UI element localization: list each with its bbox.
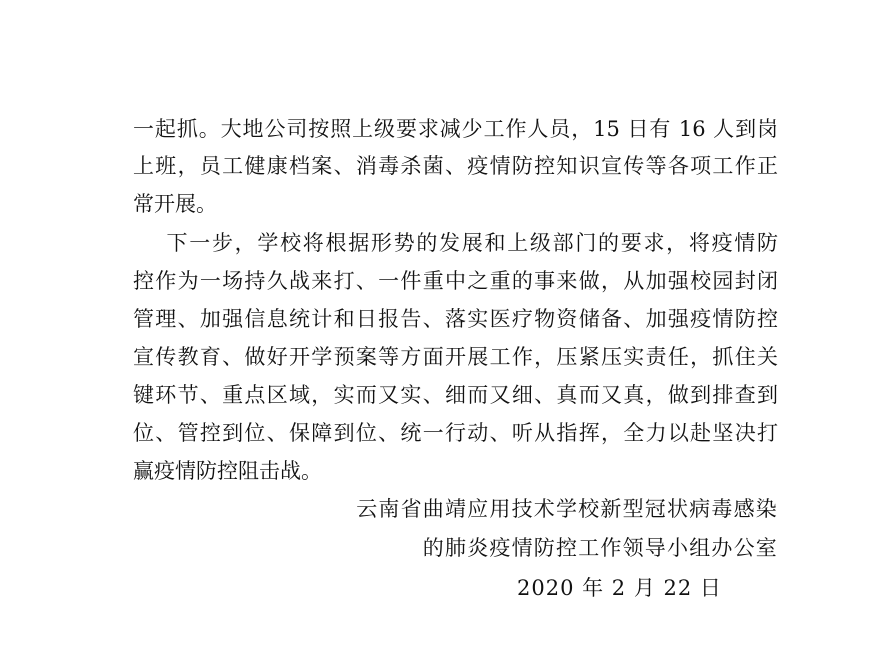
paragraph2-line-2: 控作为一场持久战来打、一件重中之重的事来做，从加强校园封闭 [133, 269, 778, 293]
paragraph2-line-5: 键环节、重点区域，实而又实、细而又细、真而又真，做到排查到 [133, 383, 778, 407]
paragraph2-line-3: 管理、加强信息统计和日报告、落实医疗物资储备、加强疫情防控 [133, 307, 778, 331]
paragraph2-line-6: 位、管控到位、保障到位、统一行动、听从指挥，全力以赴坚决打 [133, 421, 778, 445]
paragraph2-line-1: 下一步，学校将根据形势的发展和上级部门的要求，将疫情防 [133, 231, 778, 255]
paragraph1-line-3: 常开展。 [133, 192, 217, 216]
paragraph2-line-4: 宣传教育、做好开学预案等方面开展工作，压紧压实责任，抓住关 [133, 345, 778, 369]
signature-organization-line-2: 的肺炎疫情防控工作领导小组办公室 [422, 536, 778, 560]
signature-date: 2020 年 2 月 22 日 [517, 576, 722, 600]
paragraph2-line-7: 赢疫情防控阻击战。 [133, 459, 322, 483]
paragraph1-line-1: 一起抓。大地公司按照上级要求减少工作人员，15 日有 16 人到岗 [133, 117, 778, 141]
paragraph1-line-2: 上班，员工健康档案、消毒杀菌、疫情防控知识宣传等各项工作正 [133, 154, 778, 178]
signature-organization-line-1: 云南省曲靖应用技术学校新型冠状病毒感染 [356, 497, 778, 521]
